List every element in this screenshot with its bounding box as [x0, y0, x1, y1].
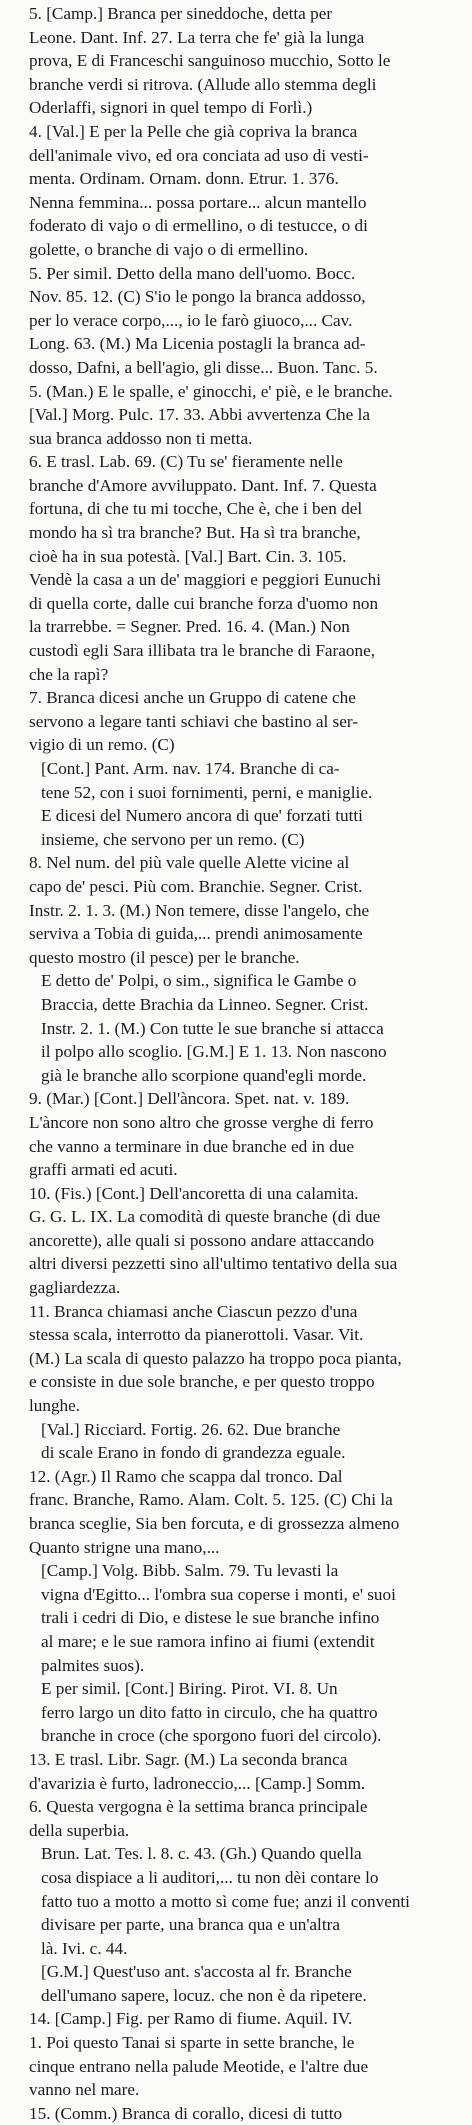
- text-line: [Val.] Ricciard. Fortig. 26. 62. Due branche: [41, 1419, 341, 1439]
- text-line: fatto tuo a motto a motto sì come fue; anzi il conventi: [41, 1891, 410, 1911]
- text-line: 7. Branca dicesi anche un Gruppo di catene che: [29, 688, 356, 708]
- text-line: che vanno a terminare in due branche ed in due: [29, 1136, 354, 1156]
- text-line: 10. (Fis.) [Cont.] Dell'ancoretta di una calamita.: [29, 1183, 359, 1203]
- text-line: d'avarizia è furto, ladroneccio,... [Camp.] Somm.: [29, 1773, 366, 1793]
- dictionary-sense-paragraph: [7, 262, 465, 451]
- text-line: foderato di vajo o di ermellino, o di testucce, o di: [29, 216, 368, 236]
- text-line: vigna d'Egitto... l'ombra sua coperse i monti, e' suoi: [41, 1584, 396, 1604]
- text-line: della superbia.: [29, 1820, 130, 1840]
- text-line: sua branca addosso non ti metta.: [29, 428, 253, 448]
- text-line: il polpo allo scoglio. [G.M.] E 1. 13. Non nascono: [41, 1042, 387, 1062]
- text-line: lunghe.: [29, 1396, 81, 1416]
- text-line: 5. [Camp.] Branca per sineddoche, detta per: [29, 4, 333, 23]
- text-line: cosa dispiace a li auditori,... tu non dèi contare lo: [41, 1867, 379, 1887]
- text-line: G. G. L. IX. La comodità di queste branche (di due: [29, 1207, 381, 1227]
- dictionary-sense-paragraph: [7, 851, 465, 969]
- text-line: 1. Poi questo Tanai si sparte in sette branche, le: [29, 2033, 355, 2053]
- dictionary-sense-paragraph: [7, 2, 465, 120]
- dictionary-sense-paragraph: [7, 1087, 465, 1181]
- text-line: Quanto strigne una mano,...: [29, 1537, 220, 1557]
- text-line: graffi armati ed acuti.: [29, 1160, 178, 1180]
- text-line: mondo ha sì tra branche? But. Ha sì tra branche,: [29, 523, 361, 543]
- text-line: che la rapì?: [29, 664, 109, 684]
- text-line: franc. Branche, Ramo. Alam. Colt. 5. 125. (C) Chi la: [29, 1490, 393, 1510]
- text-line: capo de' pesci. Più com. Branchie. Segner. Crist.: [29, 876, 363, 896]
- text-line: L'àncore non sono altro che grosse verghe di ferro: [29, 1112, 374, 1132]
- text-line: fortuna, di che tu mi tocche, Che è, che i ben del: [29, 499, 363, 519]
- text-line: 6. E trasl. Lab. 69. (C) Tu se' fieramente nelle: [29, 452, 343, 472]
- text-line: al mare; e le sue ramora infino ai fiumi (extendit: [41, 1631, 375, 1651]
- text-line: E per simil. [Cont.] Biring. Pirot. VI. 8. Un: [41, 1679, 338, 1699]
- text-line: gagliardezza.: [29, 1278, 121, 1298]
- text-line: ancorette), alle quali si possono andare attaccando: [29, 1230, 375, 1250]
- dictionary-sense-paragraph: [7, 1842, 465, 1960]
- dictionary-sense-paragraph: [7, 686, 465, 757]
- dictionary-sense-paragraph: [7, 757, 465, 804]
- text-line: 13. E trasl. Libr. Sagr. (M.) La seconda branca: [29, 1749, 348, 1769]
- text-line: Instr. 2. 1. (M.) Con tutte le sue branche si attacca: [41, 1018, 384, 1038]
- text-line: prova, E di Franceschi sanguinoso mucchio, Sotto le: [29, 51, 391, 71]
- text-line: dell'umano sapere, locuz. che non è da ripetere.: [41, 1985, 367, 2005]
- text-line: per lo veracе corpo,..., io le farò giuoco,... Cav.: [29, 310, 353, 330]
- text-line: 12. (Agr.) Il Ramo che scappa dal tronco. Dal: [29, 1466, 343, 1486]
- text-line: Brun. Lat. Tes. l. 8. c. 43. (Gh.) Quando quella: [41, 1844, 362, 1864]
- text-line: e consiste in due sole branche, e per questo troppo: [29, 1372, 375, 1392]
- text-line: dell'animale vivo, ed ora conciata ad uso di vesti-: [29, 145, 369, 165]
- text-line: vigio di un remo. (C): [29, 735, 175, 755]
- text-line: di scale Erano in fondo di grandezza eguale.: [41, 1443, 346, 1463]
- dictionary-sense-paragraph: [7, 969, 465, 1087]
- text-line: 4. [Val.] E per la Pelle che già copriva la branca: [29, 121, 358, 141]
- text-line: branche in croce (che sporgono fuori del circolo).: [41, 1726, 382, 1746]
- text-line: serviva a Tobia di guida,... prendi animosamente: [29, 924, 363, 944]
- text-line: tene 52, con i suoi fornimenti, perni, e maniglie.: [41, 782, 373, 802]
- text-line: cioè ha in sua potestà. [Val.] Bart. Cin. 3. 105.: [29, 546, 347, 566]
- text-line: menta. Ordinam. Ornam. donn. Etrur. 1. 376.: [29, 169, 339, 189]
- text-line: branche verdi si ritrova. (Allude allo stemma degli: [29, 74, 377, 94]
- dictionary-sense-paragraph: [7, 1748, 465, 1842]
- dictionary-sense-paragraph: [7, 1559, 465, 1677]
- text-line: 5. (Man.) E le spalle, e' ginocchi, e' piè, e le branche.: [29, 381, 393, 401]
- text-line: altri diversi pezzetti sino all'ultimo tentativo della sua: [29, 1254, 398, 1274]
- text-line: già le branche allo scorpione quand'egli morde.: [41, 1065, 367, 1085]
- dictionary-sense-paragraph: [7, 1182, 465, 1300]
- text-line: vanno nel mare.: [29, 2080, 140, 2100]
- text-line: Leone. Dant. Inf. 27. La terra che fe' già la lunga: [29, 27, 365, 47]
- text-line: [Cont.] Pant. Arm. nav. 174. Branche di ca-: [41, 759, 340, 778]
- text-line: [G.M.] Quest'uso ant. s'accosta al fr. Branche: [41, 1962, 352, 1982]
- text-line: Nenna femmina... possa portare... alcun mantello: [29, 192, 367, 212]
- text-line: dosso, Dafni, a bell'agio, gli disse... Buon. Tanc. 5.: [29, 357, 378, 377]
- text-line: 5. Per simil. Detto della mano dell'uomo. Bocc.: [29, 263, 356, 283]
- text-line: 8. Nel num. del più vale quelle Alette vicine al: [29, 853, 350, 873]
- text-line: [Val.] Morg. Pulc. 17. 33. Abbi avvertenza Che la: [29, 405, 370, 425]
- dictionary-sense-paragraph: [7, 2102, 465, 2125]
- text-line: trali i cedri di Dio, e distese le sue branche infino: [41, 1608, 380, 1628]
- dictionary-sense-paragraph: [7, 804, 465, 851]
- text-line: 11. Branca chiamasi anche Ciascun pezzo d'una: [29, 1301, 358, 1321]
- text-line: golette, o branche di vajo o di ermellino.: [29, 239, 309, 259]
- text-line: 14. [Camp.] Fig. per Ramo di fiume. Aquil. IV.: [29, 2009, 353, 2029]
- text-line: divisare per parte, una branca qua e un'altra: [41, 1915, 340, 1935]
- dictionary-sense-paragraph: [7, 1300, 465, 1418]
- text-line: là. Ivi. c. 44.: [41, 1938, 128, 1958]
- text-line: Braccia, dette Brachia da Linneo. Segner. Crist.: [41, 994, 369, 1014]
- dictionary-sense-paragraph: [7, 1960, 465, 2007]
- text-line: questo mostro (il pesce) per le branche.: [29, 947, 300, 967]
- text-line: [Camp.] Volg. Bibb. Salm. 79. Tu levasti la: [41, 1561, 339, 1581]
- text-line: E dicesi del Numero ancora di que' forzati tutti: [41, 806, 363, 826]
- text-line: Nov. 85. 12. (C) S'io le pongo la branca addosso,: [29, 287, 366, 307]
- dictionary-sense-paragraph: [7, 450, 465, 686]
- dictionary-sense-paragraph: [7, 1465, 465, 1559]
- text-line: Oderlaffi, signori in quel tempo di Forlì.): [29, 98, 313, 118]
- text-line: cinque entrano nella palude Meotide, e l'altre due: [29, 2056, 369, 2076]
- text-line: la trarrebbe. = Segner. Pred. 16. 4. (Man.) Non: [29, 617, 350, 637]
- text-line: servono a legare tanti schiavi che bastino al ser-: [29, 711, 358, 731]
- text-line: 15. (Comm.) Branca di corallo, dicesi di tutto: [29, 2103, 343, 2123]
- text-line: di quella corte, dalle cui branche forza d'uomo non: [29, 593, 379, 613]
- text-line: stessa scala, interrotto da pianerottoli. Vasar. Vit.: [29, 1325, 364, 1345]
- text-line: 6. Questa vergogna è la settima branca principale: [29, 1797, 368, 1817]
- text-line: ferro largo un dito fatto in circulo, che ha quattro: [41, 1702, 378, 1722]
- text-line: insieme, che servono per un remo. (C): [41, 829, 305, 849]
- text-line: custodì egli Sara illibata tra le branche di Faraone,: [29, 641, 376, 661]
- text-line: palmites suos).: [41, 1655, 145, 1675]
- text-line: branca sceglie, Sia ben forcuta, e di grossezza almeno: [29, 1514, 400, 1533]
- text-line: (M.) La scala di questo palazzo ha troppo poca pianta,: [29, 1348, 402, 1368]
- dictionary-sense-paragraph: [7, 2007, 465, 2101]
- text-line: Vendè la casa a un de' maggiori e peggiori Eunuchi: [29, 570, 381, 590]
- dictionary-sense-paragraph: [7, 1418, 465, 1465]
- dictionary-sense-paragraph: [7, 1677, 465, 1748]
- dictionary-sense-paragraph: [7, 120, 465, 262]
- text-line: 9. (Mar.) [Cont.] Dell'àncora. Spet. nat. v. 189.: [29, 1089, 350, 1109]
- text-line: branche d'Amore avviluppato. Dant. Inf. 7. Questa: [29, 475, 377, 495]
- text-line: Long. 63. (M.) Ma Licenia postagli la branca ad-: [29, 334, 366, 354]
- text-line: Instr. 2. 1. 3. (M.) Non temere, disse l'angelo, che: [29, 900, 370, 920]
- text-line: E detto de' Polpi, o sim., significa le Gambe o: [41, 971, 357, 991]
